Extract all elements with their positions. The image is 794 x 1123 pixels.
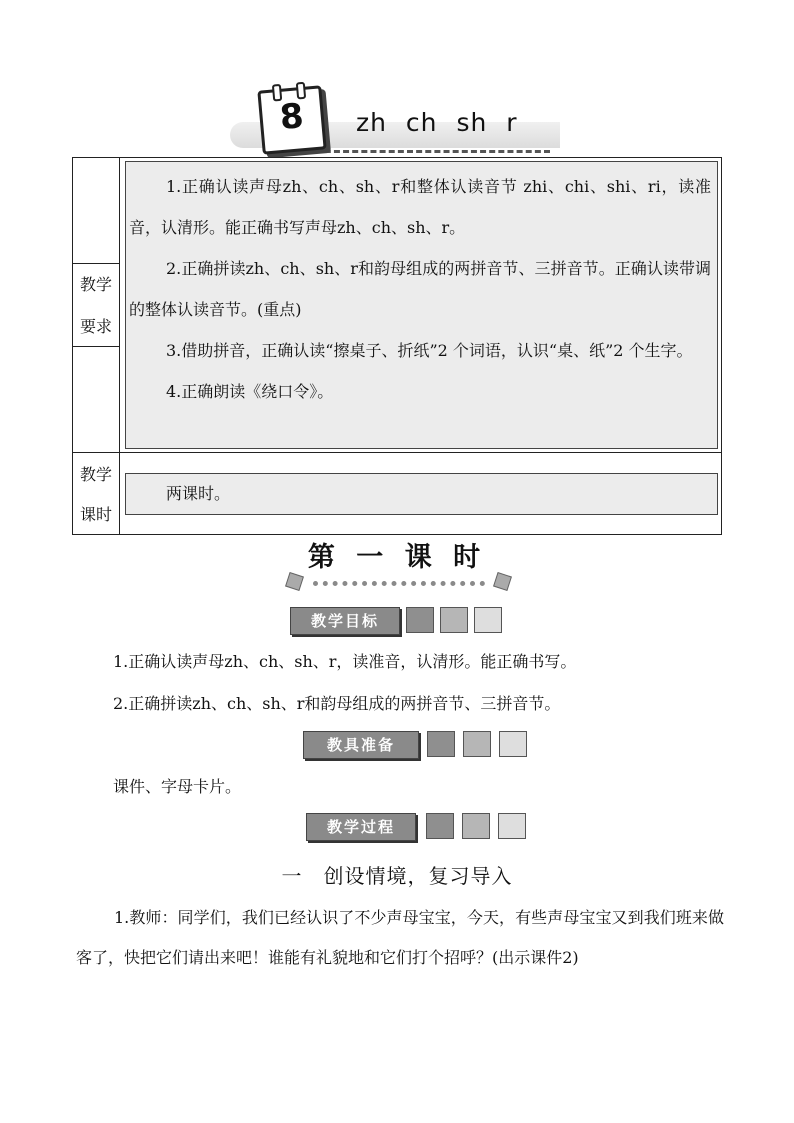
lesson-number: 8 bbox=[278, 96, 306, 138]
deco-dashes bbox=[313, 581, 485, 586]
hours-label-top: 教学 bbox=[79, 465, 112, 484]
requirement-item: 3.借助拼音，正确认读“擦桌子、折纸”2 个词语，认识“桌、纸”2 个生字。 bbox=[166, 341, 693, 360]
lesson-header bbox=[230, 80, 570, 156]
tag-square bbox=[440, 607, 468, 633]
calendar-icon bbox=[257, 85, 326, 154]
requirement-item: 2.正确拼读zh、ch、sh、r和韵母组成的两拼音节、三拼音节。正确认读带调的整体认读音节。(重点) bbox=[129, 259, 711, 319]
hours-value: 两课时。 bbox=[125, 473, 718, 515]
requirements-label-top: 教学 bbox=[79, 275, 112, 294]
tag-square bbox=[499, 731, 527, 757]
requirements-table bbox=[72, 157, 722, 535]
deco-square bbox=[493, 572, 512, 591]
process-tag-label: 教学过程 bbox=[306, 813, 416, 841]
cell-divider bbox=[73, 452, 119, 453]
requirements-box bbox=[125, 161, 718, 449]
objective-item: 2.正确拼读zh、ch、sh、r和韵母组成的两拼音节、三拼音节。 bbox=[113, 694, 561, 713]
process-paragraph: 1.教师：同学们，我们已经认识了不少声母宝宝，今天，有些声母宝宝又到我们班来做客了，快把它们请出来吧！谁能有礼貌地和它们打个招呼？(出示课件2) bbox=[76, 908, 724, 967]
objective-item: 1.正确认读声母zh、ch、sh、r，读准音，认清形。能正确书写。 bbox=[113, 652, 577, 671]
materials-tag-label: 教具准备 bbox=[303, 731, 419, 759]
row-divider bbox=[119, 452, 721, 453]
tag-square bbox=[427, 731, 455, 757]
deco-square bbox=[285, 572, 304, 591]
tag-square bbox=[406, 607, 434, 633]
requirement-item: 1.正确认读声母zh、ch、sh、r和整体认读音节 zhi、chi、shi、ri，读准音，认清形。能正确书写声母zh、ch、sh、r。 bbox=[129, 177, 711, 237]
lesson-title: zh ch sh r bbox=[356, 108, 518, 137]
table-label-column bbox=[73, 158, 120, 534]
section-decoration bbox=[285, 572, 513, 592]
requirement-item: 4.正确朗读《绕口令》。 bbox=[166, 382, 334, 401]
requirements-label-bottom: 要求 bbox=[79, 317, 112, 336]
tag-square bbox=[426, 813, 454, 839]
step-heading: 一 创设情境，复习导入 bbox=[281, 864, 513, 888]
tag-square bbox=[498, 813, 526, 839]
tag-square bbox=[463, 731, 491, 757]
section-heading: 第 一 课 时 bbox=[307, 542, 487, 573]
hours-label-bottom: 课时 bbox=[79, 505, 112, 524]
tag-square bbox=[462, 813, 490, 839]
tag-square bbox=[474, 607, 502, 633]
materials-text: 课件、字母卡片。 bbox=[113, 777, 242, 796]
header-dashed-line bbox=[270, 150, 550, 153]
objectives-tag-label: 教学目标 bbox=[290, 607, 400, 635]
